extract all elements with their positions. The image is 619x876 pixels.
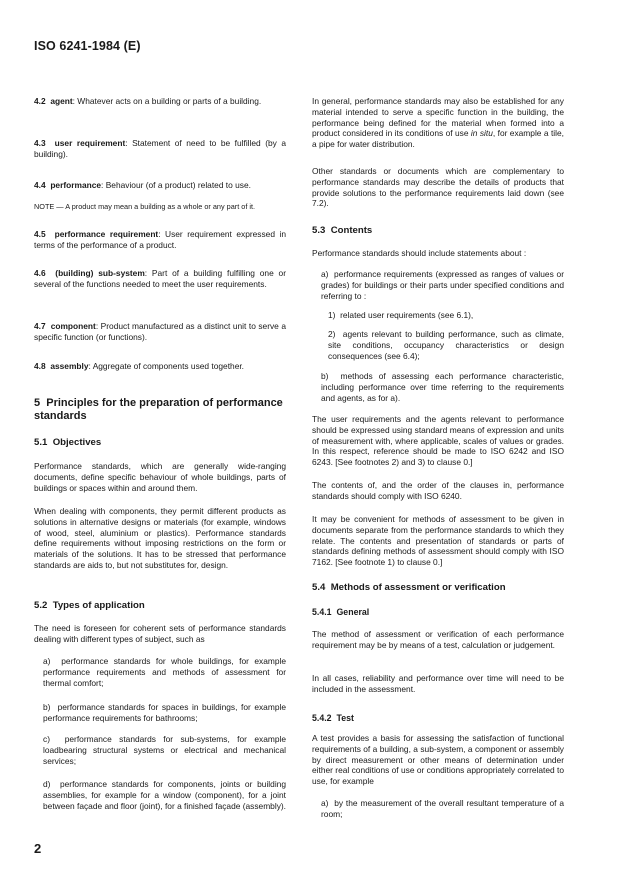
section-5-2-heading: 5.2 Types of application (34, 600, 145, 611)
paragraph-general-2: In all cases, reliability and performance over time will need to be included in the assessment. (312, 673, 564, 694)
definition-4-4: 4.4 performance: Behaviour (of a product) related to use. (34, 180, 251, 190)
note-4-4: NOTE — A product may mean a building as a whole or any part of it. (34, 202, 256, 211)
definition-4-5: 4.5 performance requirement: User requirement expressed in terms of the performance of a product. (34, 229, 286, 250)
section-5-heading: 5 Principles for the preparation of performance standards (34, 397, 283, 422)
section-5-1-heading: 5.1 Objectives (34, 437, 102, 448)
document-header: ISO 6241-1984 (E) (34, 39, 141, 53)
paragraph-other-standards: Other standards or documents which are complementary to performance standards may describe the details of products that provide solutions to the performance requirements laid down (see 7.2). (312, 166, 564, 209)
section-5-4-heading: 5.4 Methods of assessment or verification (312, 582, 506, 593)
paragraph-objectives-1: Performance standards, which are generally wide-ranging documents, define specific behaviour of whole buildings, parts of buildings or spaces within and around them. (34, 461, 286, 493)
page-number: 2 (34, 841, 42, 856)
list-item-5-2-a: a) performance standards for whole buildings, for example performance requirements and methods of assessment for thermal comfort; (43, 656, 286, 688)
definition-4-3: 4.3 user requirement: Statement of need to be fulfilled (by a building). (34, 138, 286, 159)
definition-4-7: 4.7 component: Product manufactured as a distinct unit to serve a specific function (or functions). (34, 321, 287, 342)
paragraph-contents-order: The contents of, and the order of the clauses in, performance standards should comply with ISO 6240. (312, 480, 564, 501)
definition-4-2: 4.2 agent: Whatever acts on a building or parts of a building. (34, 96, 262, 106)
section-5-3-heading: 5.3 Contents (312, 225, 373, 236)
list-item-5-2-d: d) performance standards for components, joints or building assemblies, for example for a window (component), for a joint between façade and floor (joint), for a finished façade (assembly). (43, 779, 287, 811)
list-item-5-2-b: b) performance standards for spaces in buildings, for example performance requirements for bathrooms; (43, 702, 286, 723)
list-item-5-3-a: a) performance requirements (expressed as ranges of values or grades) for buildings or their parts under specified conditions and referring to : (321, 269, 564, 301)
paragraph-convenient: It may be convenient for methods of assessment to be given in documents separate from the performance standards to which they relate. The contents and presentation of standards or parts of standards defining methods of assessment should comply with ISO 7162. [See footnote 1) to clause 0.] (312, 514, 564, 568)
list-item-5-4-2-a: a) by the measurement of the overall resultant temperature of a room; (321, 798, 564, 819)
list-item-5-2-c: c) performance standards for sub-systems, for example loadbearing structural systems or electrical and mechanical services; (43, 734, 286, 766)
section-5-4-2-heading: 5.4.2 Test (312, 713, 354, 723)
list-item-5-3-b: b) methods of assessing each performance characteristic, including performance over time referring to the requirements and agents, as for a). (321, 371, 564, 403)
definition-4-8: 4.8 assembly: Aggregate of components used together. (34, 361, 245, 371)
paragraph-materials: In general, performance standards may also be established for any material intended to serve a specific function in the building, the performance being defined for the material when formed into a product considered in its conditions of use in situ, for example a tile, a pipe for water distribution. (312, 96, 564, 150)
definition-4-6: 4.6 (building) sub-system: Part of a building fulfilling one or several of the functions needed to meet the user requirements. (34, 268, 286, 289)
paragraph-general-1: The method of assessment or verification of each performance requirement may be by means of a test, calculation or judgement. (312, 629, 564, 650)
paragraph-test: A test provides a basis for assessing the satisfaction of functional requirements of a building, a sub-system, a component or assembly by direct measurement or other means of determination under either real conditions of use or conditions appropriately correlated to use, for example (312, 733, 564, 787)
paragraph-types: The need is foreseen for coherent sets of performance standards dealing with different types of subject, such as (34, 623, 286, 644)
paragraph-objectives-2: When dealing with components, they permit different products as solutions in alternative designs or materials (for example, windows of wood, steel, aluminium or plastics). Performance standards define requirements without imposing restrictions on the form or materials of the solutions. It has to be stressed that performance standards are aids to, but not substitutes for, design. (34, 506, 286, 570)
paragraph-contents-intro: Performance standards should include statements about : (312, 248, 527, 258)
list-item-5-3-a-1: 1) related user requirements (see 6.1), (328, 310, 474, 320)
section-5-4-1-heading: 5.4.1 General (312, 607, 370, 617)
paragraph-user-requirements: The user requirements and the agents relevant to performance should be expressed using standard means of expression and units of measurement with, where applicable, scales of values or grades. In this respect, reference should be made to ISO 6242 and ISO 6243. [See footnotes 2) and 3) to clause 0.] (312, 414, 564, 468)
list-item-5-3-a-2: 2) agents relevant to building performance, such as climate, site conditions, occupancy characteristics or design consequences (see 6.4); (328, 329, 564, 361)
